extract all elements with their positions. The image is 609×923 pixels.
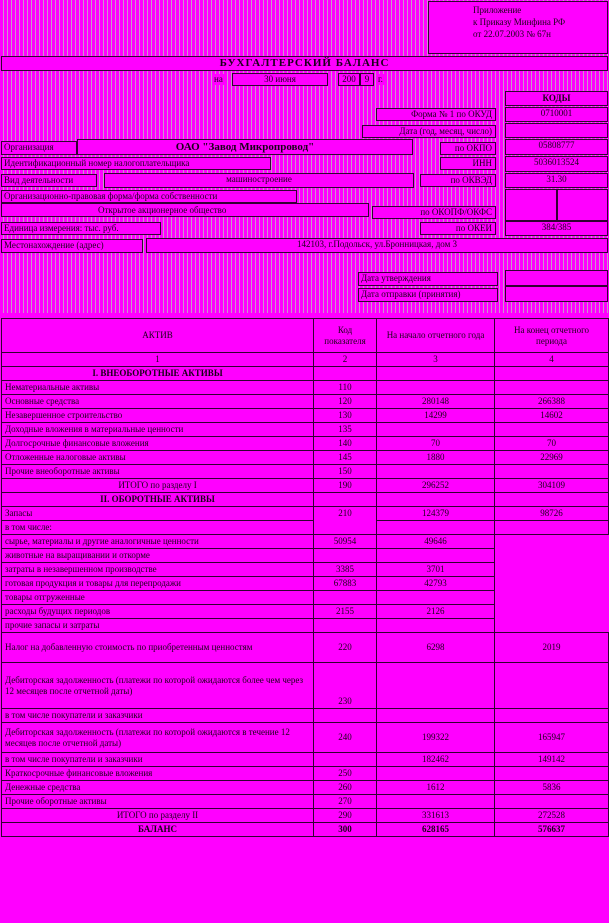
row-start	[377, 767, 495, 781]
row-start: 67883	[314, 577, 377, 591]
inn-code: 5036013524	[505, 156, 608, 172]
table-row	[2, 395, 609, 409]
appendix-line1: Приложение	[473, 5, 522, 15]
row-start: 182462	[377, 753, 495, 767]
row-name: Основные средства	[2, 395, 314, 409]
address-label: Местонахождение (адрес)	[1, 239, 143, 253]
approve-code	[505, 270, 608, 286]
row-start	[377, 663, 495, 709]
row-code: 190	[314, 479, 377, 493]
table-row	[2, 563, 609, 577]
section1-rows	[2, 381, 609, 479]
okei-code: 384/385	[505, 221, 608, 236]
col-header-code: Код показателя	[314, 319, 377, 353]
row-name: затраты в незавершенном производстве	[2, 563, 314, 577]
form-label: Форма № 1 по ОКУД	[376, 108, 496, 121]
row-code: 230	[314, 663, 377, 709]
table-row-total2	[2, 809, 609, 823]
period-suffix: г.	[378, 74, 383, 84]
row-name: Краткосрочные финансовые вложения	[2, 767, 314, 781]
row-start: 1612	[377, 781, 495, 795]
row-end	[495, 663, 609, 709]
row-end	[377, 549, 495, 563]
row-start: 6298	[377, 633, 495, 663]
row-end	[495, 767, 609, 781]
row-end: 576637	[495, 823, 609, 837]
okopf-code-right	[557, 189, 608, 221]
table-row	[2, 409, 609, 423]
row-name: ИТОГО по разделу II	[2, 809, 314, 823]
col-header-end: На конец отчетного периода	[495, 319, 609, 353]
okei-label: по ОКЕИ	[420, 222, 496, 235]
table-row	[2, 437, 609, 451]
legal-form-label: Организационно-правовая форма/форма собственности	[1, 190, 297, 203]
table-row	[2, 577, 609, 591]
okpo-code: 05808777	[505, 139, 608, 155]
row-code: 145	[314, 451, 377, 465]
row-code: 135	[314, 423, 377, 437]
table-header-row	[2, 319, 609, 353]
row-code: 130	[314, 409, 377, 423]
row-end: 14602	[495, 409, 609, 423]
table-row	[2, 535, 609, 549]
send-code	[505, 286, 608, 302]
row-start	[377, 795, 495, 809]
row-start: 2155	[314, 605, 377, 619]
row-code: 150	[314, 465, 377, 479]
row-start: 14299	[377, 409, 495, 423]
row-end: 42793	[377, 577, 495, 591]
row-name: в том числе:	[2, 521, 314, 535]
table-row-total1	[2, 479, 609, 493]
row-end: 2019	[495, 633, 609, 663]
row-start: 199322	[377, 723, 495, 753]
table-row	[2, 633, 609, 663]
col-number: 2	[314, 353, 377, 367]
row-code: 210	[314, 507, 377, 535]
col-number-row	[2, 353, 609, 367]
okpo-label: по ОКПО	[440, 142, 496, 155]
send-label: Дата отправки (принятия)	[358, 288, 498, 302]
balance-table	[1, 318, 609, 837]
row-name: Дебиторская задолженность (платежи по которой ожидаются более чем через 12 месяцев после отчетной даты)	[2, 663, 314, 709]
table-row	[2, 795, 609, 809]
row-end: 70	[495, 437, 609, 451]
row-start	[377, 423, 495, 437]
row-start	[314, 591, 377, 605]
row-start	[377, 381, 495, 395]
table-row	[2, 663, 609, 709]
row-name: Запасы	[2, 507, 314, 521]
row-name: Прочие оборотные активы	[2, 795, 314, 809]
row-name: БАЛАНС	[2, 823, 314, 837]
row-start: 124379	[377, 507, 495, 521]
table-row	[2, 549, 609, 563]
row-code: 140	[314, 437, 377, 451]
period-date: 30 июня	[232, 73, 328, 86]
row-name: в том числе покупатели и заказчики	[2, 709, 314, 723]
row-name: Долгосрочные финансовые вложения	[2, 437, 314, 451]
col-header-asset: АКТИВ	[2, 319, 314, 353]
table-row	[2, 723, 609, 753]
date-code	[505, 123, 608, 138]
table-row-balance	[2, 823, 609, 837]
row-code: 120	[314, 395, 377, 409]
row-end: 2126	[377, 605, 495, 619]
section2-rows	[2, 767, 609, 809]
table-row	[2, 591, 609, 605]
row-start: 50954	[314, 535, 377, 549]
activity-label: Вид деятельности	[1, 174, 97, 187]
row-name: сырье, материалы и другие аналогичные ценности	[2, 535, 314, 549]
okopf-label: по ОКОПФ/ОКФС	[372, 206, 496, 219]
row-name: Незавершенное строительство	[2, 409, 314, 423]
period-year-digit: 9	[360, 73, 374, 86]
okopf-code-left	[505, 189, 557, 221]
row-end: 49646	[377, 535, 495, 549]
table-row	[2, 381, 609, 395]
appendix-line2: к Приказу Минфина РФ	[473, 17, 566, 27]
row-start	[314, 619, 377, 633]
period-prefix: на	[214, 74, 223, 84]
row-start: 296252	[377, 479, 495, 493]
row-end	[377, 619, 495, 633]
appendix-box	[428, 1, 608, 54]
row-code: 250	[314, 767, 377, 781]
org-name: ОАО "Завод Микропровод"	[77, 139, 413, 155]
page-title: БУХГАЛТЕРСКИЙ БАЛАНС	[1, 56, 608, 71]
table-row	[2, 767, 609, 781]
inventory-sub-rows	[2, 535, 609, 633]
col-number: 1	[2, 353, 314, 367]
row-end: 3701	[377, 563, 495, 577]
activity-value: машиностроение	[104, 173, 414, 188]
table-row	[2, 605, 609, 619]
row-code: 220	[314, 633, 377, 663]
row-end: 22969	[495, 451, 609, 465]
row-name: животные на выращивании и откорме	[2, 549, 314, 563]
row-end	[377, 591, 495, 605]
table-row	[2, 507, 609, 521]
row-name: Нематериальные активы	[2, 381, 314, 395]
section-heading: II. ОБОРОТНЫЕ АКТИВЫ	[2, 493, 314, 507]
row-name: расходы будущих периодов	[2, 605, 314, 619]
row-code: 290	[314, 809, 377, 823]
row-end: 272528	[495, 809, 609, 823]
section-heading-row	[2, 367, 609, 381]
appendix-line3: от 22.07.2003 № 67н	[473, 29, 551, 39]
legal-form-value: Открытое акционерное общество	[98, 205, 227, 215]
okved-label: по ОКВЭД	[420, 174, 496, 187]
okved-code: 31.30	[505, 173, 608, 188]
row-end: 98726	[495, 507, 609, 521]
inn-label: ИНН	[440, 157, 496, 170]
row-start: 628165	[377, 823, 495, 837]
table-row	[2, 619, 609, 633]
table-row	[2, 423, 609, 437]
table-row	[2, 521, 609, 535]
row-code: 300	[314, 823, 377, 837]
codes-header: КОДЫ	[505, 91, 608, 106]
row-start: 3385	[314, 563, 377, 577]
row-end: 149142	[495, 753, 609, 767]
unit-label: Единица измерения: тыс. руб.	[1, 222, 161, 235]
col-header-start: На начало отчетного года	[377, 319, 495, 353]
row-code: 270	[314, 795, 377, 809]
row-end	[495, 423, 609, 437]
table-row	[2, 781, 609, 795]
approve-label: Дата утверждения	[358, 272, 498, 286]
row-name: Денежные средства	[2, 781, 314, 795]
table-row	[2, 753, 609, 767]
row-end: 304109	[495, 479, 609, 493]
row-name: Дебиторская задолженность (платежи по которой ожидаются в течение 12 месяцев после отчетной даты)	[2, 723, 314, 753]
row-end	[495, 381, 609, 395]
period-year-prefix: 200	[338, 73, 360, 86]
row-end	[495, 795, 609, 809]
row-code: 110	[314, 381, 377, 395]
col-number: 3	[377, 353, 495, 367]
row-end: 5836	[495, 781, 609, 795]
row-start	[377, 465, 495, 479]
table-row	[2, 451, 609, 465]
row-name: товары отгруженные	[2, 591, 314, 605]
row-end	[495, 465, 609, 479]
section-heading: I. ВНЕОБОРОТНЫЕ АКТИВЫ	[2, 367, 314, 381]
section-heading-row	[2, 493, 609, 507]
row-name: прочие запасы и затраты	[2, 619, 314, 633]
table-row	[2, 709, 609, 723]
date-label: Дата (год, месяц, число)	[362, 125, 496, 138]
form-code: 0710001	[505, 107, 608, 122]
row-name: Отложенные налоговые активы	[2, 451, 314, 465]
org-label: Организация	[1, 141, 77, 155]
row-name: Прочие внеоборотные активы	[2, 465, 314, 479]
row-start: 331613	[377, 809, 495, 823]
table-row	[2, 465, 609, 479]
row-start: 70	[377, 437, 495, 451]
row-end: 266388	[495, 395, 609, 409]
row-name: готовая продукция и товары для перепродажи	[2, 577, 314, 591]
row-name: Налог на добавленную стоимость по приобретенным ценностям	[2, 633, 314, 663]
row-end: 165947	[495, 723, 609, 753]
row-name: ИТОГО по разделу I	[2, 479, 314, 493]
row-start	[314, 549, 377, 563]
row-start: 280148	[377, 395, 495, 409]
row-code: 260	[314, 781, 377, 795]
row-name: в том числе покупатели и заказчики	[2, 753, 314, 767]
col-number: 4	[495, 353, 609, 367]
address-value: 142103, г.Подольск, ул.Бронницкая, дом 3	[146, 238, 608, 253]
inn-label-left: Идентификационный номер налогоплательщика	[1, 157, 271, 170]
row-code: 240	[314, 723, 377, 753]
row-name: Доходные вложения в материальные ценности	[2, 423, 314, 437]
row-start: 1880	[377, 451, 495, 465]
